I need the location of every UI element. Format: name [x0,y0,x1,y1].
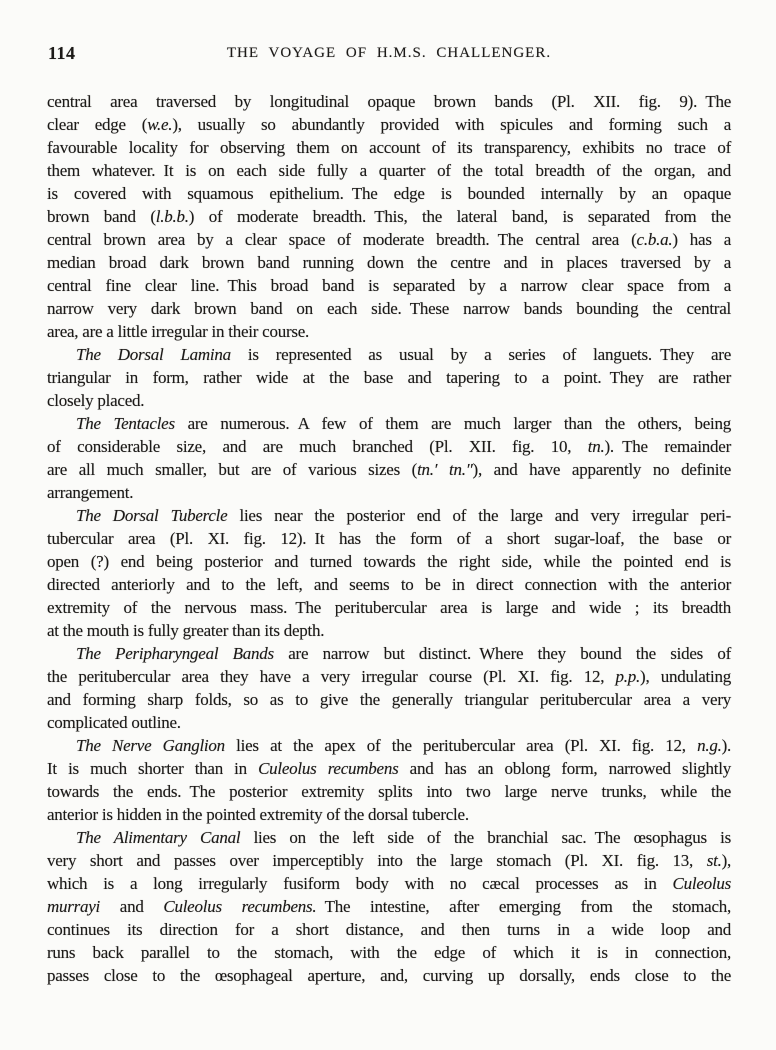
text-line [47,642,731,665]
italic-text-segment: st. [706,851,722,870]
text-line [47,136,731,159]
text-segment: central area traversed by longitudinal opaque brown bands (Pl. XII. fig. 9). The [47,92,731,111]
text-segment: and [100,897,164,916]
text-line [47,389,731,412]
page-number: 114 [48,43,76,63]
italic-text-segment: The Dorsal Tubercle [76,506,228,525]
text-segment: open (?) end being posterior and turned towards the right side, while the pointed end is [47,552,731,571]
italic-text-segment: The Dorsal Lamina [76,345,231,364]
text-segment: narrow very dark brown band on each side. These narrow bands bounding the central [47,299,731,318]
italic-text-segment: n.g. [697,736,722,755]
text-segment: at the mouth is fully greater than its depth. [47,621,325,640]
text-line [47,688,731,711]
italic-text-segment: murrayi [47,897,101,916]
italic-text-segment: Culeolus recumbens. [163,897,317,916]
text-line [47,665,731,688]
text-segment: continues its direction for a short distance, and then turns in a wide loop and [47,920,731,939]
text-segment: of considerable size, and are much branched (Pl. XII. fig. 10, [47,437,588,456]
text-segment: ), [721,851,731,870]
text-segment: lies near the posterior end of the large and very irregular peri- [227,506,731,525]
text-line [47,205,731,228]
italic-text-segment: The Tentacles [76,414,175,433]
text-line [47,780,731,803]
text-segment: towards the ends. The posterior extremity splits into two large nerve trunks, while the [47,782,731,801]
text-line [47,734,731,757]
text-line [47,90,731,113]
text-segment: anterior is hidden in the pointed extremity of the dorsal tubercle. [47,805,469,824]
text-segment: very short and passes over imperceptibly into the large stomach (Pl. XI. fig. 13, [47,851,707,870]
running-title: THE VOYAGE OF H.M.S. CHALLENGER. [226,45,552,61]
text-segment: tubercular area (Pl. XI. fig. 12). It has the form of a short sugar-loaf, the base or [47,529,731,548]
text-segment: is covered with squamous epithelium. The edge is bounded internally by an opaque [47,184,731,203]
text-line [47,458,731,481]
text-line [47,619,731,642]
text-segment: extremity of the nervous mass. The peritubercular area is large and wide ; its breadth [47,598,731,617]
text-segment: brown band ( [47,207,156,226]
text-segment: closely placed. [47,391,145,410]
text-line [47,297,731,320]
text-segment: are all much smaller, but are of various sizes ( [47,460,418,479]
italic-text-segment: The Nerve Ganglion [76,736,225,755]
italic-text-segment: p.p. [615,667,641,686]
text-segment: ), usually so abundantly provided with spicules and forming such a [172,115,731,134]
page-header [47,43,731,90]
text-segment: ). The remainder [604,437,731,456]
text-segment: is represented as usual by a series of languets. They are [230,345,732,364]
text-line [47,320,731,343]
text-segment: are numerous. A few of them are much larger than the others, being [174,414,731,433]
italic-text-segment: The Peripharyngeal Bands [76,644,274,663]
italic-text-segment: c.b.a. [636,230,673,249]
text-segment: lies at the apex of the peritubercular area (Pl. XI. fig. 12, [224,736,698,755]
text-line [47,481,731,504]
text-line [47,941,731,964]
text-segment: It is much shorter than in [47,759,259,778]
text-line [47,573,731,596]
text-segment: central fine clear line. This broad band is separated by a narrow clear space from a [47,276,731,295]
text-line [47,711,731,734]
text-line [47,895,731,918]
text-segment: favourable locality for observing them on account of its transparency, exhibits no trace of [47,138,731,157]
text-segment: the peritubercular area they have a very irregular course (Pl. XI. fig. 12, [47,667,616,686]
text-segment: and forming sharp folds, so as to give the generally triangular peritubercular area a very [47,690,731,709]
text-segment: directed anteriorly and to the left, and seems to be in direct connection with the anterior [47,575,731,594]
italic-text-segment: l.b.b. [155,207,189,226]
text-segment: are narrow but distinct. Where they bound the sides of [273,644,731,663]
text-segment: The intestine, after emerging from the stomach, [316,897,731,916]
text-line [47,251,731,274]
text-segment: central brown area by a clear space of moderate breadth. The central area ( [47,230,637,249]
text-segment: ), and have apparently no definite [472,460,731,479]
text-segment: complicated outline. [47,713,181,732]
text-segment: ). [721,736,731,755]
text-line [47,435,731,458]
text-segment: them whatever. It is on each side fully a quarter of the total breadth of the organ, and [47,161,731,180]
text-line [47,113,731,136]
text-block [47,90,731,987]
italic-text-segment: Culeolus [672,874,731,893]
text-segment: passes close to the œsophageal aperture, and, curving up dorsally, ends close to the [47,966,731,985]
text-segment: clear edge ( [47,115,148,134]
text-segment: area, are a little irregular in their course. [47,322,310,341]
text-line [47,803,731,826]
italic-text-segment: tn. [587,437,605,456]
text-line [47,228,731,251]
text-segment: ), undulating [640,667,731,686]
text-line [47,918,731,941]
text-segment: lies on the left side of the branchial sac. The œsophagus is [240,828,731,847]
italic-text-segment: The Alimentary Canal [76,828,241,847]
text-line [47,964,731,987]
text-line [47,550,731,573]
text-segment: triangular in form, rather wide at the base and tapering to a point. They are rather [47,368,731,387]
text-line [47,826,731,849]
italic-text-segment: tn.′ tn.″ [417,460,473,479]
text-segment: runs back parallel to the stomach, with the edge of which it is in connection, [47,943,731,962]
text-segment: and has an oblong form, narrowed slightly [398,759,731,778]
text-line [47,757,731,780]
text-line [47,596,731,619]
text-line [47,872,731,895]
italic-text-segment: Culeolus recumbens [258,759,399,778]
text-line [47,159,731,182]
text-line [47,412,731,435]
text-segment: which is a long irregularly fusiform body with no cæcal processes as in [47,874,673,893]
text-line [47,343,731,366]
text-segment: arrangement. [47,483,134,502]
text-segment: ) has a [672,230,731,249]
italic-text-segment: w.e. [147,115,173,134]
text-segment: median broad dark brown band running down the centre and in places traversed by a [47,253,731,272]
text-line [47,274,731,297]
text-line [47,366,731,389]
text-line [47,182,731,205]
text-line [47,504,731,527]
text-line [47,527,731,550]
text-line [47,849,731,872]
text-segment: ) of moderate breadth. This, the lateral band, is separated from the [188,207,731,226]
